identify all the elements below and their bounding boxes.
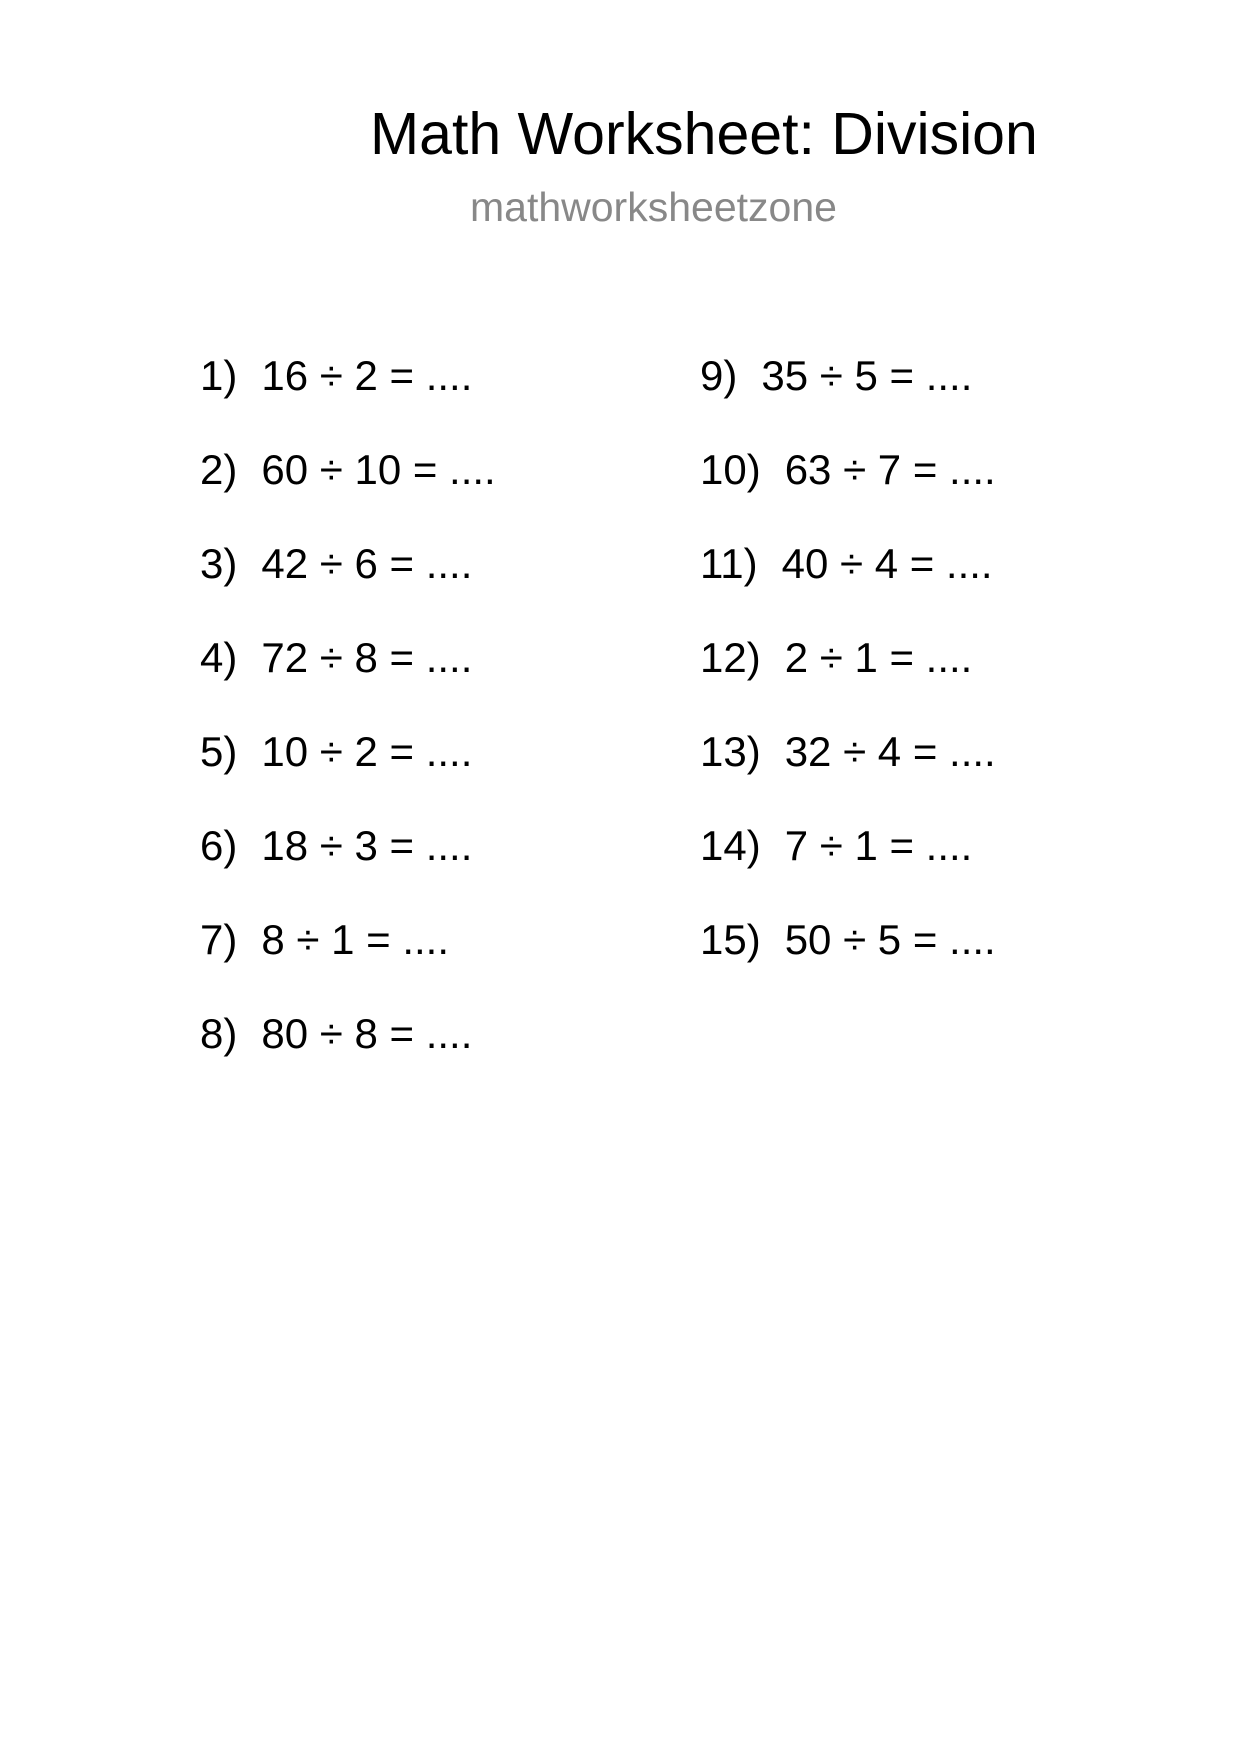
problem-10 [700,442,996,498]
problem-11 [700,536,993,592]
problem-expression: 7 ÷ 1 = .... [784,822,973,869]
problem-expression: 40 ÷ 4 = .... [781,540,993,587]
problem-number: 8) [200,1010,238,1057]
problem-number: 9) [700,352,738,399]
problem-number: 1) [200,352,238,399]
problem-expression: 80 ÷ 8 = .... [261,1010,473,1057]
problem-expression: 16 ÷ 2 = .... [261,352,473,399]
problem-expression: 50 ÷ 5 = .... [784,916,996,963]
problem-1 [200,348,472,404]
problem-expression: 72 ÷ 8 = .... [261,634,473,681]
problem-14 [700,818,972,874]
problem-5 [200,724,472,780]
problem-expression: 18 ÷ 3 = .... [261,822,473,869]
problem-13 [700,724,996,780]
problem-number: 7) [200,916,238,963]
problem-15 [700,912,996,968]
problem-7 [200,912,449,968]
problem-expression: 2 ÷ 1 = .... [784,634,973,681]
problem-8 [200,1006,472,1062]
problem-number: 5) [200,728,238,775]
problem-expression: 42 ÷ 6 = .... [261,540,473,587]
problem-3 [200,536,472,592]
problem-4 [200,630,472,686]
problem-2 [200,442,496,498]
problem-number: 14) [700,822,761,869]
problem-number: 4) [200,634,238,681]
problem-number: 13) [700,728,761,775]
problem-expression: 8 ÷ 1 = .... [261,916,450,963]
page-title: Math Worksheet: Division [370,101,1038,167]
problem-6 [200,818,472,874]
problem-9 [700,348,972,404]
problem-number: 3) [200,540,238,587]
problem-expression: 35 ÷ 5 = .... [761,352,973,399]
problem-number: 15) [700,916,761,963]
problem-number: 12) [700,634,761,681]
problem-number: 2) [200,446,238,493]
problem-number: 6) [200,822,238,869]
problem-expression: 10 ÷ 2 = .... [261,728,473,775]
problem-expression: 32 ÷ 4 = .... [784,728,996,775]
problem-12 [700,630,972,686]
problem-expression: 63 ÷ 7 = .... [784,446,996,493]
problem-number: 10) [700,446,761,493]
problem-number: 11) [700,540,758,587]
problem-expression: 60 ÷ 10 = .... [261,446,496,493]
page-subtitle: mathworksheetzone [470,184,837,230]
